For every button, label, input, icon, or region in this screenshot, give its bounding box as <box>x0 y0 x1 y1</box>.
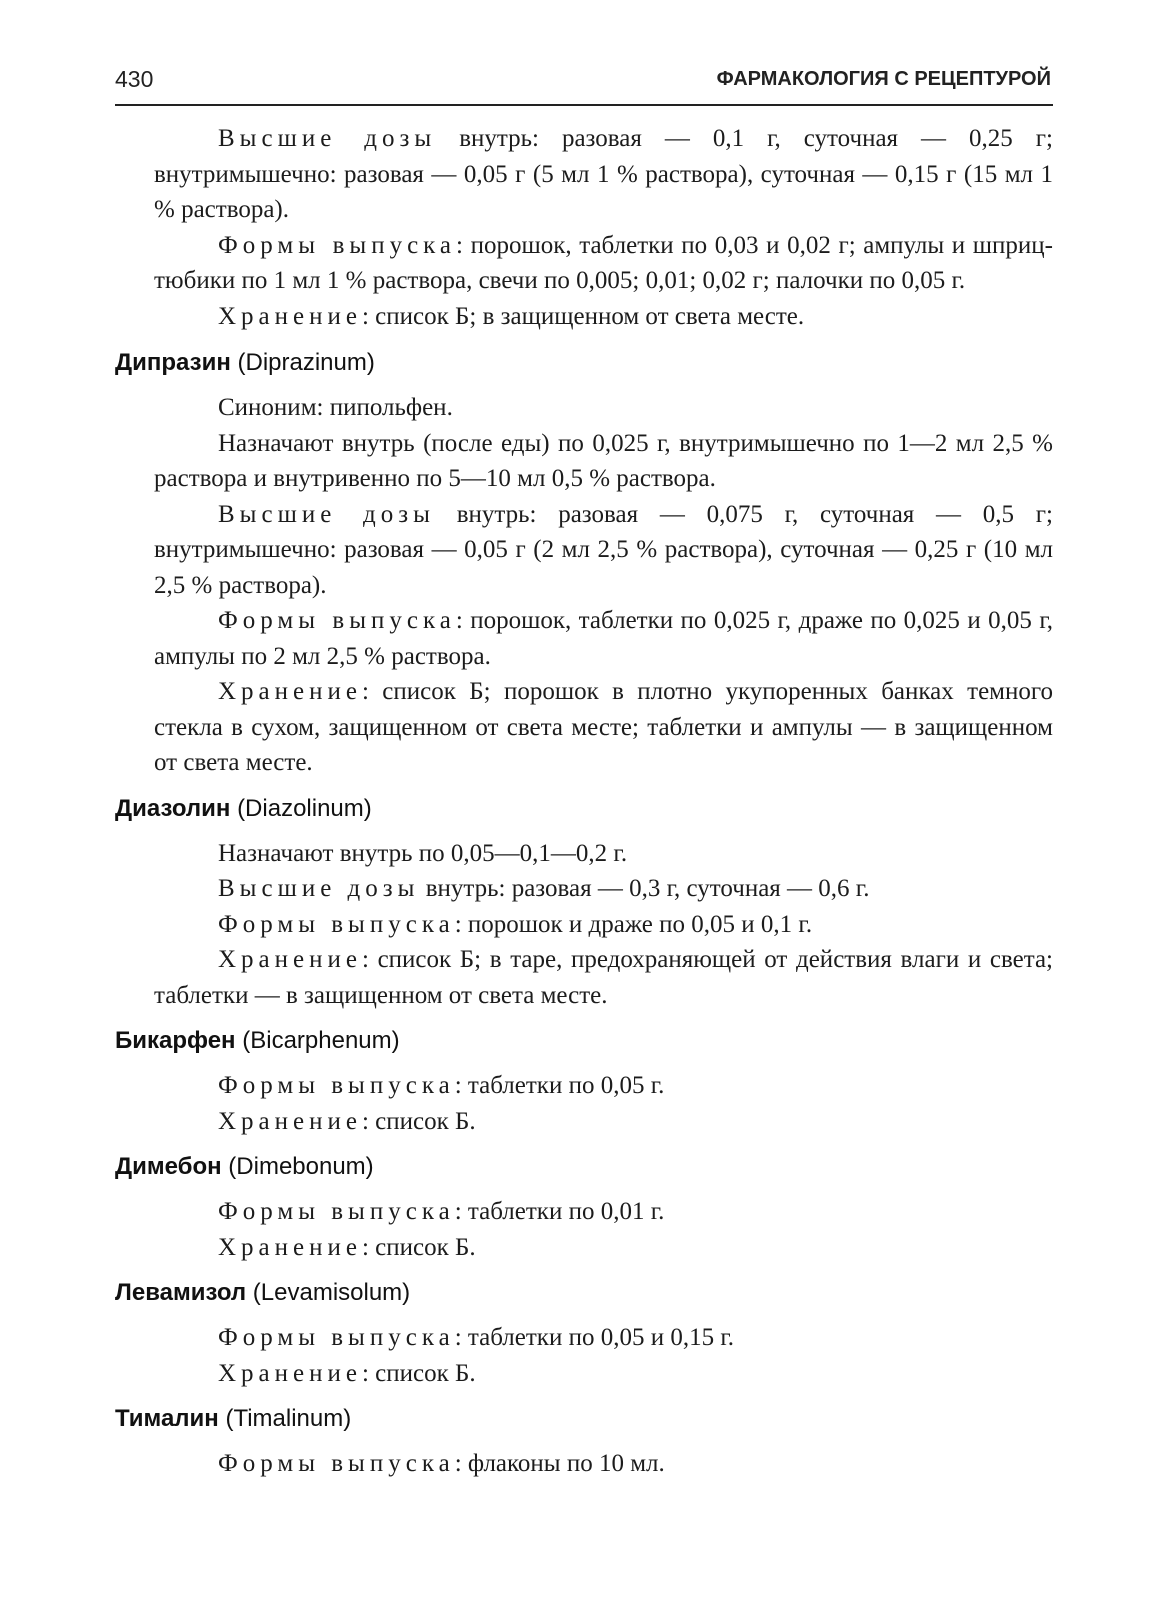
entry-latin-name: (Levamisolum) <box>252 1279 411 1306</box>
paragraph <box>154 390 1053 426</box>
paragraph-text: Назначают внутрь (после еды) по 0,025 г, внутримышечно по 1—2 мл 2,5 % раствора и внутривенно по 5—10 мл 0,5 % раствора. <box>154 429 1053 492</box>
paragraph-label: Формы выпуска <box>218 1198 455 1225</box>
paragraph-label: Формы выпуска <box>218 1072 455 1099</box>
paragraph-text: : таблетки по 0,05 и 0,15 г. <box>454 1324 735 1351</box>
paragraph-label: Высшие дозы <box>218 500 435 528</box>
paragraph <box>154 836 1053 872</box>
paragraph-text: внутрь: разовая — 0,075 г, суточная — 0,5 г; внутримышечно: разовая — 0,05 г (2 мл 2,5 % раствора), суточная — 0,25 г (10 мл 2,5 % раствора). <box>154 500 1053 599</box>
page-body <box>115 121 1053 1482</box>
paragraph <box>154 603 1053 674</box>
entry-title <box>115 1026 1053 1056</box>
entry-latin-name: (Dimebonum) <box>228 1153 374 1180</box>
paragraph-text: Назначают внутрь по 0,05—0,1—0,2 г. <box>218 839 628 867</box>
page-number: 430 <box>115 66 154 92</box>
entry-latin-name: (Timalinum) <box>225 1405 352 1432</box>
entry-latin-name: (Diprazinum) <box>237 349 375 376</box>
intro-section <box>115 121 1053 334</box>
paragraph-text: : порошок, таблетки по 0,03 и 0,02 г; ампулы и шприц-тюбики по 1 мл 1 % раствора, свечи по 0,005; 0,01; 0,02 г; палочки по 0,05 г. <box>154 231 1054 294</box>
paragraph-label: Формы выпуска <box>218 1450 455 1477</box>
entry-title <box>115 794 1053 824</box>
entry-name: Бикарфен <box>115 1027 236 1054</box>
paragraph <box>154 1068 1053 1104</box>
paragraph <box>154 907 1053 943</box>
paragraph-label: Высшие дозы <box>218 125 437 152</box>
entry-timalin <box>115 1404 1053 1482</box>
paragraph <box>154 942 1053 1013</box>
paragraph <box>154 426 1053 497</box>
paragraph-label: Хранение <box>218 1107 362 1135</box>
paragraph-text: : список Б; порошок в плотно укупоренных банках темного стекла в сухом, защищенном от света месте; таблетки и ампулы — в защищенном от света месте. <box>154 678 1053 776</box>
paragraph <box>154 674 1053 781</box>
paragraph <box>154 497 1053 604</box>
paragraph-text: : список Б. <box>361 1107 476 1135</box>
paragraph-text: : порошок, таблетки по 0,025 г, драже по 0,025 и 0,05 г, ампулы по 2 мл 2,5 % раствора. <box>154 607 1053 670</box>
paragraph-text: : таблетки по 0,05 г. <box>454 1072 665 1099</box>
paragraph-label: Хранение <box>218 302 362 330</box>
paragraph <box>154 228 1053 299</box>
paragraph-text: : таблетки по 0,01 г. <box>454 1198 665 1225</box>
entry-title <box>115 1278 1053 1308</box>
paragraph-label: Формы выпуска <box>218 1324 455 1351</box>
paragraph-label: Формы выпуска <box>218 231 457 259</box>
running-title: ФАРМАКОЛОГИЯ С РЕЦЕПТУРОЙ <box>716 68 1051 90</box>
page-header <box>115 64 1053 106</box>
paragraph <box>154 871 1053 907</box>
paragraph <box>154 1230 1053 1266</box>
entry-name: Димебон <box>115 1153 222 1180</box>
paragraph-text: : список Б. <box>361 1233 476 1261</box>
paragraph <box>154 1446 1053 1482</box>
entry-diprazin <box>115 348 1053 781</box>
paragraph-label: Формы выпуска <box>218 607 456 634</box>
paragraph-label: Хранение <box>218 946 362 973</box>
entry-title <box>115 1152 1053 1182</box>
paragraph-text: : порошок и драже по 0,05 и 0,1 г. <box>454 910 813 938</box>
entry-latin-name: (Bicarphenum) <box>242 1027 400 1054</box>
entry-name: Левамизол <box>115 1279 247 1306</box>
paragraph-label: Хранение <box>218 1359 362 1387</box>
paragraph-text: : список Б. <box>361 1359 476 1387</box>
entry-title <box>115 348 1053 378</box>
paragraph-label: Хранение <box>218 1233 362 1261</box>
paragraph-label: Хранение <box>218 678 362 705</box>
paragraph <box>154 1194 1053 1230</box>
entry-name: Тималин <box>115 1405 219 1432</box>
paragraph-label: Формы выпуска <box>218 910 455 938</box>
paragraph-text: : список Б; в защищенном от света месте. <box>361 302 805 330</box>
paragraph-label: Высшие дозы <box>218 875 420 902</box>
paragraph-text: : флаконы по 10 мл. <box>454 1450 665 1477</box>
entry-title <box>115 1404 1053 1434</box>
paragraph-text: Синоним: пипольфен. <box>218 394 453 421</box>
paragraph <box>154 1320 1053 1356</box>
paragraph-text: внутрь: разовая — 0,1 г, суточная — 0,25 г; внутримышечно: разовая — 0,05 г (5 мл 1 % раствора), суточная — 0,15 г (15 мл 1 % раствора). <box>154 125 1053 223</box>
entry-bikarfen <box>115 1026 1053 1139</box>
paragraph <box>154 121 1053 228</box>
entry-latin-name: (Diazolinum) <box>237 794 372 822</box>
paragraph <box>154 1356 1053 1392</box>
paragraph <box>154 299 1053 335</box>
paragraph <box>154 1104 1053 1140</box>
entry-levamizol <box>115 1278 1053 1391</box>
entry-name: Диазолин <box>115 794 231 822</box>
entry-dimebon <box>115 1152 1053 1265</box>
entry-diazolin <box>115 794 1053 1014</box>
paragraph-text: внутрь: разовая — 0,3 г, суточная — 0,6 г. <box>419 875 870 902</box>
entry-name: Дипразин <box>115 349 231 376</box>
paragraph-text: : список Б; в таре, предохраняющей от действия влаги и света; таблетки — в защищенном от света месте. <box>154 946 1053 1009</box>
